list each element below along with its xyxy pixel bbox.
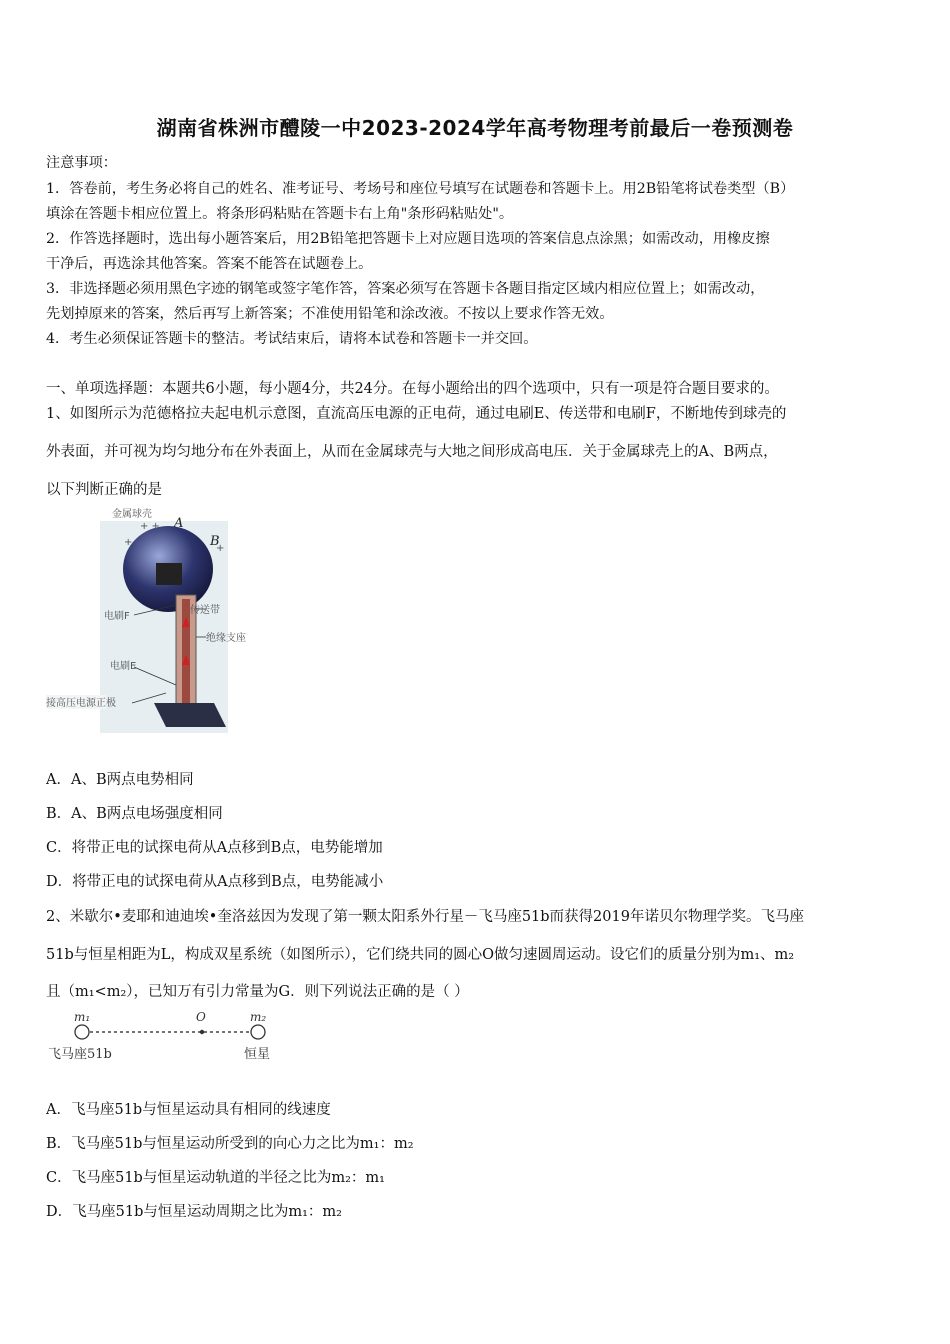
label-hv-source: 接高压电源正极	[46, 698, 116, 709]
planet-m1	[75, 1025, 89, 1039]
q1-line-3: 以下判断正确的是	[46, 482, 162, 498]
plus-sign: +	[124, 537, 133, 548]
label-metal-shell: 金属球壳	[112, 509, 152, 520]
label-star: 恒星	[244, 1047, 271, 1062]
label-m2: m₂	[250, 1010, 267, 1024]
q1-option-a: A．A、B两点电势相同	[46, 772, 194, 788]
conveyor-belt	[182, 599, 190, 703]
label-brush-e: 电刷E	[110, 661, 137, 672]
q2-line-1: 2、米歇尔•麦耶和迪迪埃•奎洛兹因为发现了第一颗太阳系外行星－飞马座51b而获得2019年诺贝尔物理学奖。飞马座	[46, 909, 804, 925]
sphere-opening	[156, 563, 182, 585]
label-support: 绝缘支座	[206, 633, 246, 644]
notice-line-2: 填涂在答题卡相应位置上。将条形码粘贴在答题卡右上角"条形码粘贴处"。	[46, 206, 514, 222]
center-o	[200, 1030, 204, 1034]
q2-option-d: D．飞马座51b与恒星运动周期之比为m₁：m₂	[46, 1204, 342, 1220]
q1-option-c: C．将带正电的试探电荷从A点移到B点，电势能增加	[46, 840, 383, 856]
label-belt: 传送带	[190, 605, 220, 616]
page-title: 湖南省株洲市醴陵一中2023-2024学年高考物理考前最后一卷预测卷	[156, 116, 794, 140]
q2-option-c: C．飞马座51b与恒星运动轨道的半径之比为m₂：m₁	[46, 1170, 385, 1186]
label-point-b: B	[210, 534, 220, 549]
q2-option-a: A．飞马座51b与恒星运动具有相同的线速度	[46, 1102, 331, 1118]
label-point-a: A	[174, 516, 184, 531]
plus-sign: + +	[140, 521, 160, 532]
notice-line-1: 1．答卷前，考生务必将自己的姓名、准考证号、考场号和座位号填写在试题卷和答题卡上。用2B铅笔将试卷类型（B）	[46, 181, 795, 197]
notice-line-4: 干净后，再选涂其他答案。答案不能答在试题卷上。	[46, 256, 373, 272]
notice-line-3: 2．作答选择题时，选出每小题答案后，用2B铅笔把答题卡上对应题目选项的答案信息点涂黑；如需改动，用橡皮擦	[46, 231, 770, 247]
notice-line-6: 先划掉原来的答案，然后再写上新答案；不准使用铅笔和涂改液。不按以上要求作答无效。	[46, 306, 614, 322]
notice-line-7: 4．考生必须保证答题卡的整洁。考试结束后，请将本试卷和答题卡一并交回。	[46, 331, 538, 347]
label-brush-f: 电刷F	[104, 611, 130, 622]
notice-line-5: 3．非选择题必须用黑色字迹的钢笔或签字笔作答，答案必须写在答题卡各题目指定区域内相应位置上；如需改动，	[46, 281, 765, 297]
notice-heading: 注意事项：	[46, 155, 117, 171]
q1-option-b: B．A、B两点电场强度相同	[46, 806, 223, 822]
q2-line-2: 51b与恒星相距为L，构成双星系统（如图所示），它们绕共同的圆心O做匀速圆周运动。设它们的质量分别为m₁、m₂	[46, 947, 795, 963]
label-m1: m₁	[74, 1010, 91, 1024]
plus-sign: +	[216, 543, 225, 554]
q1-line-1: 1、如图所示为范德格拉夫起电机示意图，直流高压电源的正电荷，通过电刷E、传送带和电刷F，不断地传到球壳的	[46, 406, 787, 422]
binary-star-figure	[44, 1008, 294, 1066]
van-de-graaff-figure	[44, 505, 254, 737]
q1-option-d: D．将带正电的试探电荷从A点移到B点，电势能减小	[46, 874, 384, 890]
q2-line-3: 且（m₁<m₂），已知万有引力常量为G．则下列说法正确的是（ ）	[46, 984, 469, 1000]
base-plate	[154, 703, 226, 727]
star-m2	[251, 1025, 265, 1039]
q2-option-b: B．飞马座51b与恒星运动所受到的向心力之比为m₁：m₂	[46, 1136, 414, 1152]
q1-line-2: 外表面，并可视为均匀地分布在外表面上，从而在金属球壳与大地之间形成高电压．关于金属球壳上的A、B两点，	[46, 444, 778, 460]
label-o: O	[196, 1010, 206, 1024]
section-heading: 一、单项选择题：本题共6小题，每小题4分，共24分。在每小题给出的四个选项中，只有一项是符合题目要求的。	[46, 381, 779, 397]
label-pegasi: 飞马座51b	[48, 1047, 112, 1062]
